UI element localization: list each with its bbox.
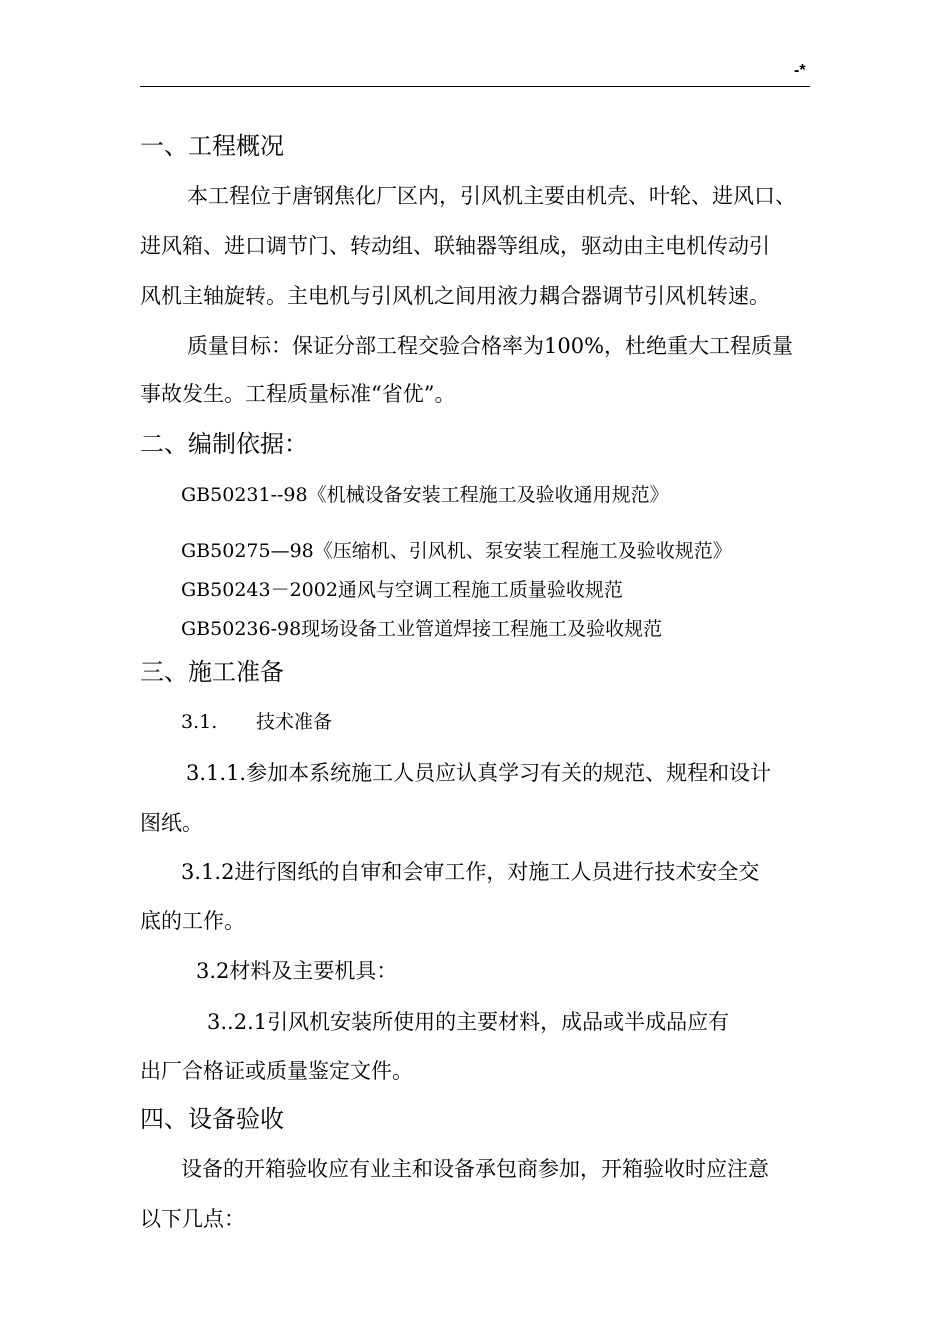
reference-item: GB50275—98《压缩机、引风机、泵安装工程施工及验收规范》 (181, 540, 732, 562)
header-mark: -* (794, 62, 806, 79)
section-1-heading: 一、工程概况 (140, 132, 284, 160)
paragraph-line: 底的工作。 (140, 909, 245, 933)
paragraph-line: 风机主轴旋转。主电机与引风机之间用液力耦合器调节引风机转速。 (140, 284, 770, 308)
paragraph-line: 以下几点： (140, 1207, 245, 1231)
paragraph-line: 本工程位于唐钢焦化厂区内，引风机主要由机壳、叶轮、进风口、 (187, 184, 796, 208)
reference-item: GB50243－2002通风与空调工程施工质量验收规范 (181, 579, 623, 601)
subsection-number: 3.1. (181, 711, 218, 733)
paragraph-line: 设备的开箱验收应有业主和设备承包商参加，开箱验收时应注意 (181, 1157, 769, 1181)
subsection-title: 3.2材料及主要机具： (196, 959, 398, 983)
paragraph-line: 事故发生。工程质量标准“省优”。 (140, 382, 456, 406)
paragraph-line: 3.1.2进行图纸的自审和会审工作，对施工人员进行技术安全交 (181, 860, 760, 884)
paragraph-line: 3..2.1引风机安装所使用的主要材料，成品或半成品应有 (207, 1010, 730, 1034)
reference-item: GB50231--98《机械设备安装工程施工及验收通用规范》 (181, 484, 669, 506)
section-3-heading: 三、施工准备 (140, 658, 284, 686)
reference-item: GB50236-98现场设备工业管道焊接工程施工及验收规范 (181, 618, 663, 640)
paragraph-line: 进风箱、进口调节门、转动组、联轴器等组成，驱动由主电机传动引 (140, 234, 770, 258)
paragraph-line: 质量目标：保证分部工程交验合格率为100%，杜绝重大工程质量 (187, 334, 794, 358)
paragraph-line: 出厂合格证或质量鉴定文件。 (140, 1059, 413, 1083)
paragraph-line: 3.1.1.参加本系统施工人员应认真学习有关的规范、规程和设计 (186, 761, 772, 785)
header-rule (140, 86, 810, 87)
section-2-heading: 二、编制依据： (140, 430, 308, 458)
section-4-heading: 四、设备验收 (140, 1105, 284, 1133)
paragraph-line: 图纸。 (140, 811, 203, 835)
subsection-title: 技术准备 (256, 711, 333, 733)
